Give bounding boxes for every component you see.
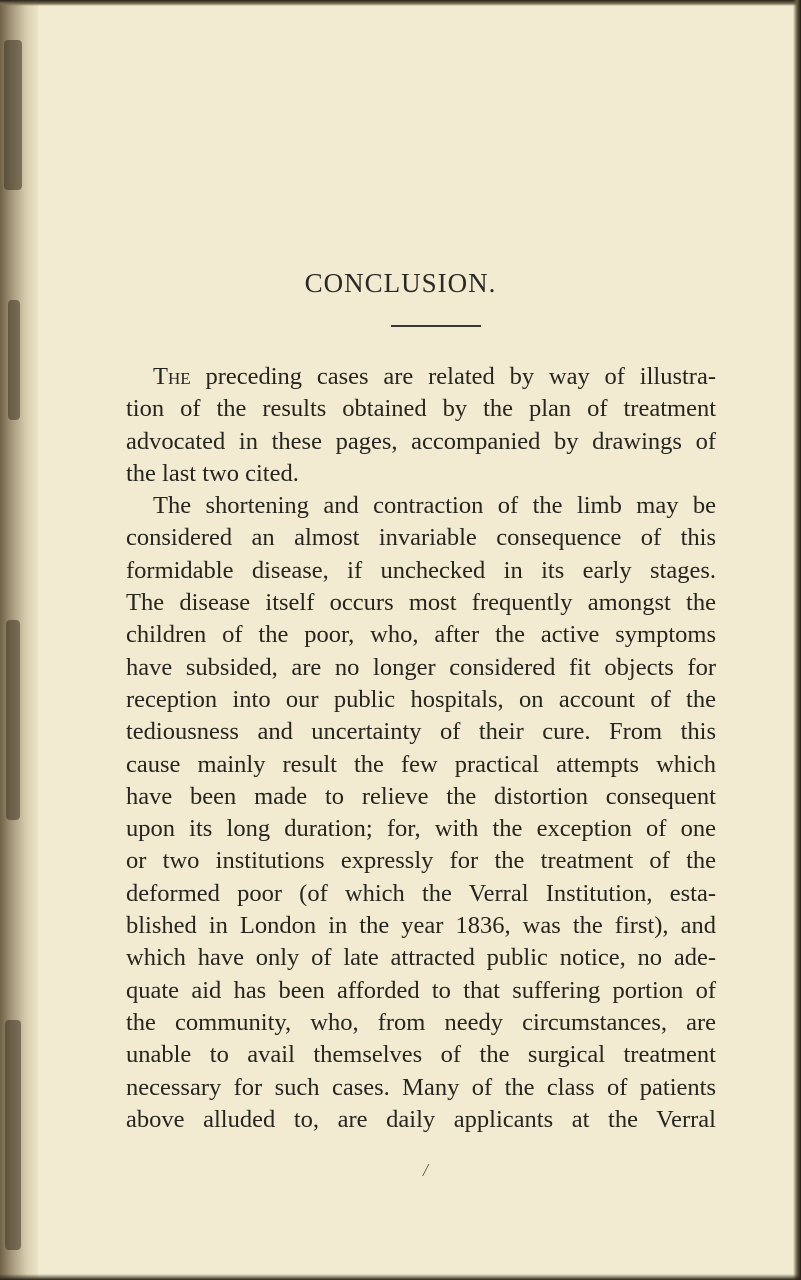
text-line: The disease itself occurs most frequently amongst the — [126, 589, 716, 617]
binding-shadow — [5, 1020, 21, 1250]
binding-shadow — [8, 300, 20, 420]
body-paragraphs — [126, 361, 716, 1136]
text-line: reception into our public hospitals, on account of the — [126, 685, 716, 713]
binding-shadow — [4, 40, 22, 190]
page-right-edge — [793, 0, 801, 1280]
text-line: The shortening and contraction of the limb may be — [153, 492, 716, 520]
drop-word: The — [153, 363, 191, 390]
text-line: upon its long duration; for, with the exception of one — [126, 815, 716, 843]
text-line: considered an almost invariable consequence of this — [126, 524, 716, 552]
signature-mark: / — [423, 1160, 429, 1180]
text-line: have subsided, are no longer considered fit objects for — [126, 653, 716, 681]
text-line: deformed poor (of which the Verral Institution, esta- — [126, 879, 716, 907]
page-top-edge — [0, 0, 801, 6]
text-line: above alluded to, are daily applicants at the Verral — [126, 1105, 716, 1133]
text-line: formidable disease, if unchecked in its early stages. — [126, 556, 716, 584]
text-line: the last two cited. — [126, 459, 299, 487]
text-line: or two institutions expressly for the treatment of the — [126, 847, 716, 875]
page-title: CONCLUSION. — [304, 268, 497, 298]
text-line: tion of the results obtained by the plan of treatment — [126, 395, 716, 423]
text-line: blished in London in the year 1836, was the first), and — [126, 912, 716, 940]
text-line — [126, 361, 716, 393]
line-text: preceding cases are related by way of illustra- — [190, 363, 716, 390]
text-line: advocated in these pages, accompanied by drawings of — [126, 427, 716, 455]
text-line: necessary for such cases. Many of the class of patients — [126, 1073, 716, 1101]
text-line: which have only of late attracted public notice, no ade- — [126, 944, 716, 972]
heading-rule — [391, 325, 481, 327]
book-binding-edge — [0, 0, 38, 1280]
binding-shadow — [6, 620, 20, 820]
text-line: cause mainly result the few practical attempts which — [126, 750, 716, 778]
page-bottom-edge — [0, 1274, 801, 1280]
text-line: the community, who, from needy circumstances, are — [126, 1008, 716, 1036]
text-line: have been made to relieve the distortion consequent — [126, 782, 716, 810]
text-line: tediousness and uncertainty of their cure. From this — [126, 718, 716, 746]
text-line: unable to avail themselves of the surgical treatment — [126, 1041, 716, 1069]
text-line: children of the poor, who, after the active symptoms — [126, 621, 716, 649]
text-line: quate aid has been afforded to that suffering portion of — [126, 976, 716, 1004]
